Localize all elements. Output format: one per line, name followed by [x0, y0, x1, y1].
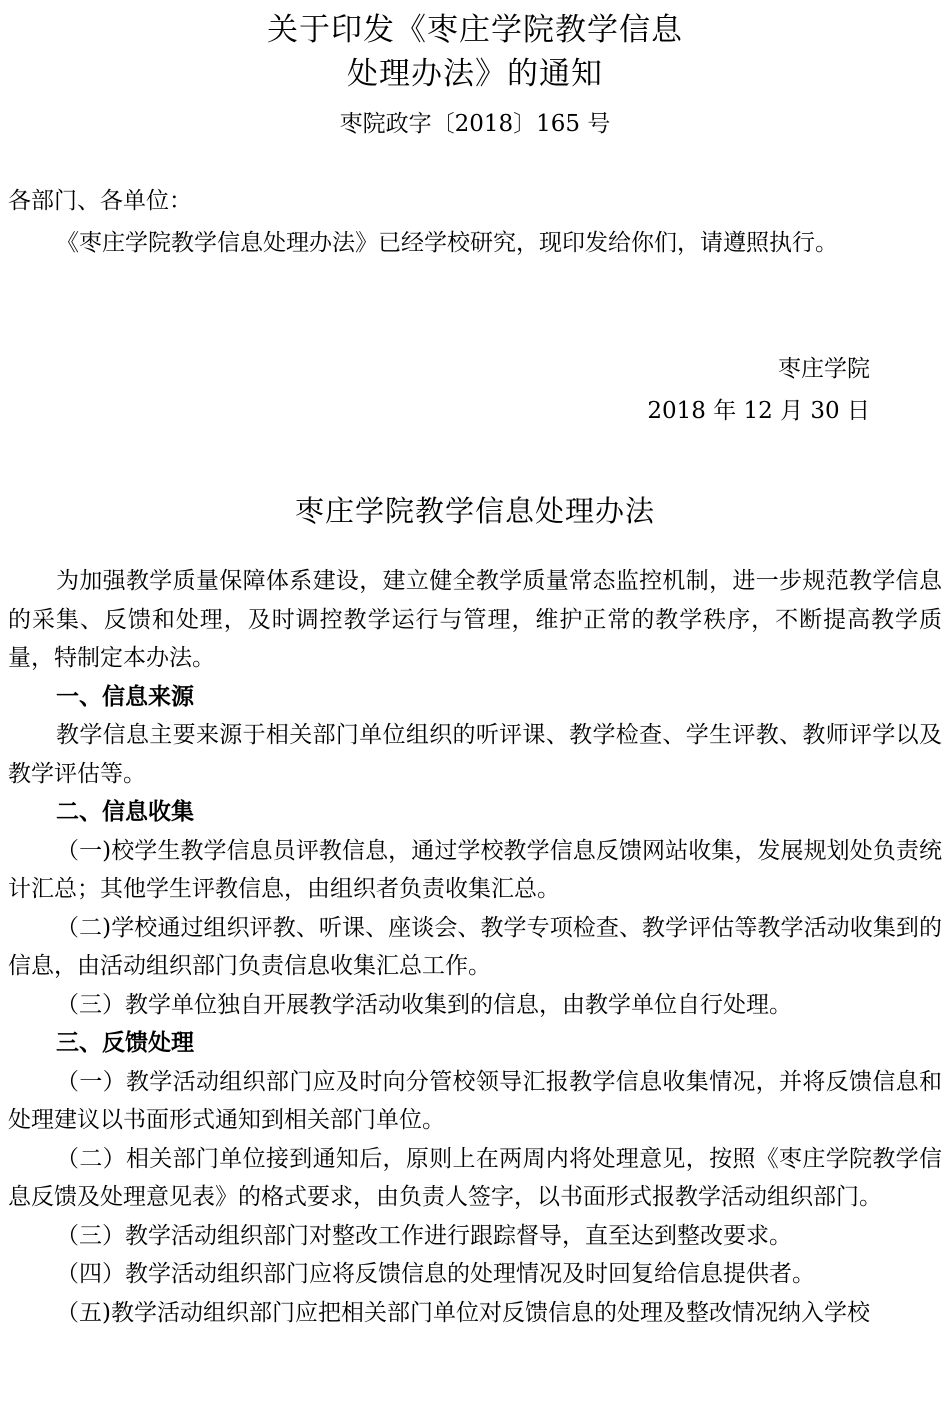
document-title: [8, 8, 942, 96]
paragraph-heading: 二、信息收集: [56, 799, 194, 825]
paragraph: （四）教学活动组织部门应将反馈信息的处理情况及时回复给信息提供者。: [56, 1261, 815, 1287]
paragraph-heading: 三、反馈处理: [56, 1030, 194, 1056]
section-title: 枣庄学院教学信息处理办法: [294, 494, 655, 528]
document-body: [8, 562, 942, 1332]
paragraph: （二）相关部门单位接到通知后，原则上在两周内将处理意见，按照《枣庄学院教学信息反馈及处理意见表》的格式要求，由负责人签字，以书面形式报教学活动组织部门。: [8, 1145, 942, 1210]
paragraph: （三）教学单位独自开展教学活动收集到的信息，由教学单位自行处理。: [56, 991, 792, 1018]
paragraph: 为加强教学质量保障体系建设，建立健全教学质量常态监控机制，进一步规范教学信息的采集、反馈和处理，及时调控教学运行与管理，维护正常的教学秩序，不断提高教学质量，特制定本办法。: [8, 568, 942, 671]
signature-date: 2018 年 12 月 30 日: [647, 398, 870, 424]
signature-block: [8, 348, 942, 432]
salutation: 各部门、各单位：: [8, 188, 192, 214]
document-number: 枣院政字〔2018〕165 号: [339, 111, 611, 137]
document-title-line-1: 关于印发《枣庄学院教学信息: [267, 12, 683, 48]
paragraph: （五)教学活动组织部门应把相关部门单位对反馈信息的处理及整改情况纳入学校: [56, 1299, 870, 1326]
paragraph-heading: 一、信息来源: [56, 683, 194, 710]
intro-paragraph: 《枣庄学院教学信息处理办法》已经学校研究，现印发给你们，请遵照执行。: [56, 230, 838, 256]
document-page: [0, 8, 950, 1410]
paragraph: （一）教学活动组织部门应及时向分管校领导汇报教学信息收集情况，并将反馈信息和处理建议以书面形式通知到相关部门单位。: [8, 1068, 942, 1133]
paragraph: （二)学校通过组织评教、听课、座谈会、教学专项检查、教学评估等教学活动收集到的信息，由活动组织部门负责信息收集汇总工作。: [8, 914, 942, 979]
document-title-line-2: 处理办法》的通知: [347, 56, 603, 92]
signature-issuer: 枣庄学院: [778, 356, 870, 382]
paragraph: （三）教学活动组织部门对整改工作进行跟踪督导，直至达到整改要求。: [56, 1222, 792, 1249]
paragraph: 教学信息主要来源于相关部门单位组织的听评课、教学检查、学生评教、教师评学以及教学评估等。: [8, 722, 942, 787]
paragraph: （一)校学生教学信息员评教信息，通过学校教学信息反馈网站收集，发展规划处负责统计汇总；其他学生评教信息，由组织者负责收集汇总。: [8, 837, 942, 902]
